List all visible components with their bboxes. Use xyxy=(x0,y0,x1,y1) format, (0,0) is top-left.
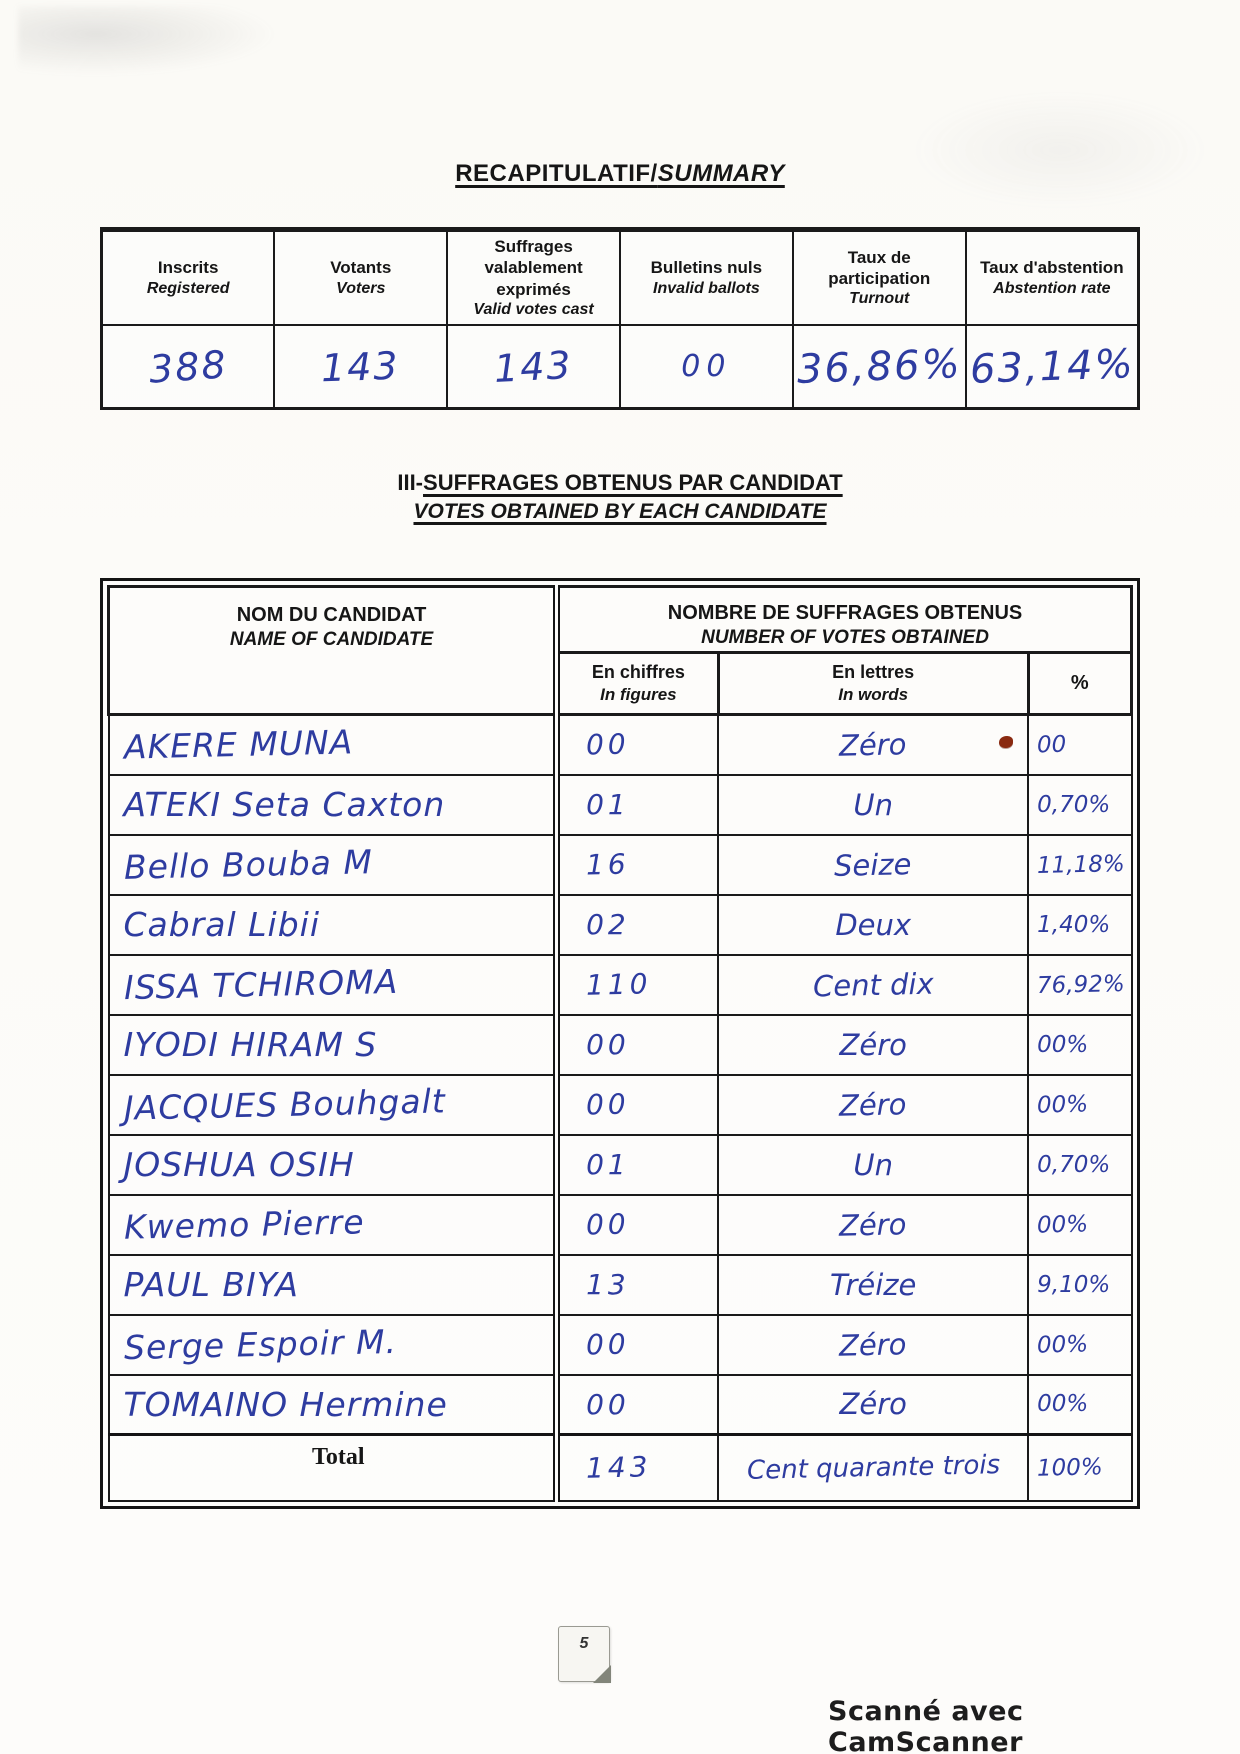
votes-figures: 00 xyxy=(557,1195,719,1255)
candidate-row xyxy=(109,715,1132,775)
summary-col-registered xyxy=(102,230,275,325)
votes-figures: 01 xyxy=(557,1135,719,1195)
total-row xyxy=(109,1435,1132,1501)
camscanner-watermark: Scanné avec CamScanner xyxy=(828,1696,1024,1754)
page-number: 5 xyxy=(579,1635,589,1652)
candidate-name: ATEKI Seta Caxton xyxy=(109,775,557,835)
candidate-row xyxy=(109,1375,1132,1435)
col-label-fr: Taux d'abstention xyxy=(980,258,1124,278)
total-words: Cent quarante trois xyxy=(718,1435,1028,1501)
section-title-fr: III-SUFFRAGES OBTENUS PAR CANDIDAT xyxy=(397,470,843,495)
valid-votes-value: 143 xyxy=(447,325,620,409)
votes-figures: 00 xyxy=(557,1315,719,1375)
abstention-value: 63,14% xyxy=(966,325,1139,409)
summary-col-valid-votes xyxy=(447,230,620,325)
votes-percent: 0,70% xyxy=(1028,775,1131,835)
votes-words: Zéro xyxy=(718,715,1028,775)
candidate-row xyxy=(109,1075,1132,1135)
votes-percent: 00% xyxy=(1028,1195,1131,1255)
header-in-words: En lettres In words xyxy=(718,653,1028,715)
header-votes-obtained: NOMBRE DE SUFFRAGES OBTENUS NUMBER OF VOTES OBTAINED xyxy=(557,587,1132,653)
summary-table xyxy=(100,227,1140,410)
votes-words: Deux xyxy=(718,895,1028,955)
votes-percent: 00% xyxy=(1028,1015,1131,1075)
candidate-row xyxy=(109,835,1132,895)
candidate-row xyxy=(109,1255,1132,1315)
votes-words: Zéro xyxy=(718,1315,1028,1375)
votes-words: Zéro xyxy=(718,1075,1028,1135)
section-title xyxy=(100,470,1140,524)
col-label-en: Turnout xyxy=(849,290,910,308)
votes-words: Zéro xyxy=(718,1195,1028,1255)
votes-figures: 110 xyxy=(557,955,719,1015)
col-label-en: Invalid ballots xyxy=(653,279,760,297)
votes-percent: 1,40% xyxy=(1028,895,1131,955)
votes-percent: 00% xyxy=(1028,1075,1131,1135)
candidate-name: IYODI HIRAM S xyxy=(109,1015,557,1075)
candidate-name: JACQUES Bouhgalt xyxy=(109,1075,557,1135)
total-label: Total xyxy=(109,1435,557,1501)
votes-percent: 00% xyxy=(1028,1315,1131,1375)
summary-values-row xyxy=(102,325,1139,409)
votes-figures: 01 xyxy=(557,775,719,835)
section-title-en: VOTES OBTAINED BY EACH CANDIDATE xyxy=(413,500,827,523)
candidate-row xyxy=(109,895,1132,955)
votes-percent: 9,10% xyxy=(1028,1255,1131,1315)
candidate-row xyxy=(109,1195,1132,1255)
candidate-row xyxy=(109,775,1132,835)
header-candidate-name: NOM DU CANDIDAT NAME OF CANDIDATE xyxy=(109,587,557,715)
votes-figures: 13 xyxy=(557,1255,719,1315)
col-label-en: Registered xyxy=(146,279,230,297)
candidate-name: Bello Bouba M xyxy=(109,835,557,895)
ink-blot xyxy=(999,736,1013,748)
col-label-fr: Taux de participation xyxy=(828,247,931,288)
summary-col-turnout xyxy=(793,230,966,325)
candidate-row xyxy=(109,1015,1132,1075)
candidates-header-row xyxy=(109,587,1132,653)
votes-words: Zéro xyxy=(718,1015,1028,1075)
summary-col-voters xyxy=(274,230,447,325)
col-label-en: Voters xyxy=(336,279,386,297)
document-title xyxy=(100,160,1140,188)
votes-percent: 11,18% xyxy=(1028,835,1131,895)
voters-value: 143 xyxy=(274,325,447,409)
votes-words: Tréize xyxy=(718,1255,1028,1315)
candidate-name: Serge Espoir M. xyxy=(109,1315,557,1375)
col-label-en: Valid votes cast xyxy=(473,300,594,318)
votes-words: Zéro xyxy=(718,1375,1028,1435)
col-label-fr: Suffrages valablement exprimés xyxy=(484,237,583,299)
votes-figures: 00 xyxy=(557,1015,719,1075)
col-label-fr: Bulletins nuls xyxy=(650,258,763,278)
title-en: SUMMARY xyxy=(657,160,785,187)
candidate-name: JOSHUA OSIH xyxy=(109,1135,557,1195)
turnout-value: 36,86% xyxy=(793,325,966,409)
header-in-figures: En chiffres In figures xyxy=(557,653,719,715)
votes-words: Un xyxy=(718,1135,1028,1195)
scan-smudge xyxy=(910,90,1210,210)
votes-words: Un xyxy=(718,775,1028,835)
folded-corner-icon xyxy=(593,1665,611,1683)
header-percent: % xyxy=(1028,653,1131,715)
candidate-row xyxy=(109,1135,1132,1195)
candidate-name: TOMAINO Hermine xyxy=(109,1375,557,1435)
candidate-name: Cabral Libii xyxy=(109,895,557,955)
candidates-table xyxy=(107,585,1133,1502)
total-percent: 100% xyxy=(1028,1435,1131,1501)
total-figures: 143 xyxy=(557,1435,719,1501)
candidate-name: PAUL BIYA xyxy=(109,1255,557,1315)
votes-percent: 00% xyxy=(1028,1375,1131,1435)
votes-figures: 00 xyxy=(557,1375,719,1435)
votes-figures: 02 xyxy=(557,895,719,955)
registered-value: 388 xyxy=(102,325,275,409)
summary-header-row xyxy=(102,230,1139,325)
col-label-fr: Inscrits xyxy=(157,258,219,278)
votes-percent: 76,92% xyxy=(1028,955,1131,1015)
candidate-row xyxy=(109,955,1132,1015)
votes-figures: 16 xyxy=(557,835,719,895)
summary-col-invalid-ballots xyxy=(620,230,793,325)
candidate-name: Kwemo Pierre xyxy=(109,1195,557,1255)
votes-percent: 00 xyxy=(1028,715,1131,775)
candidates-table-frame xyxy=(100,578,1140,1509)
col-label-fr: Votants xyxy=(330,258,392,278)
votes-words: Seize xyxy=(718,835,1028,895)
candidate-name: AKERE MUNA xyxy=(109,715,557,775)
invalid-ballots-value: 00 xyxy=(620,325,793,409)
candidate-row xyxy=(109,1315,1132,1375)
title-fr: RECAPITULATIF/ xyxy=(455,160,658,187)
col-label-en: Abstention rate xyxy=(993,279,1111,297)
votes-figures: 00 xyxy=(557,715,719,775)
scan-smudge xyxy=(18,6,278,76)
candidate-name: ISSA TCHIROMA xyxy=(109,955,557,1015)
page-number-flag xyxy=(558,1626,610,1682)
votes-words: Cent dix xyxy=(718,955,1028,1015)
votes-percent: 0,70% xyxy=(1028,1135,1131,1195)
votes-figures: 00 xyxy=(557,1075,719,1135)
summary-col-abstention xyxy=(966,230,1139,325)
